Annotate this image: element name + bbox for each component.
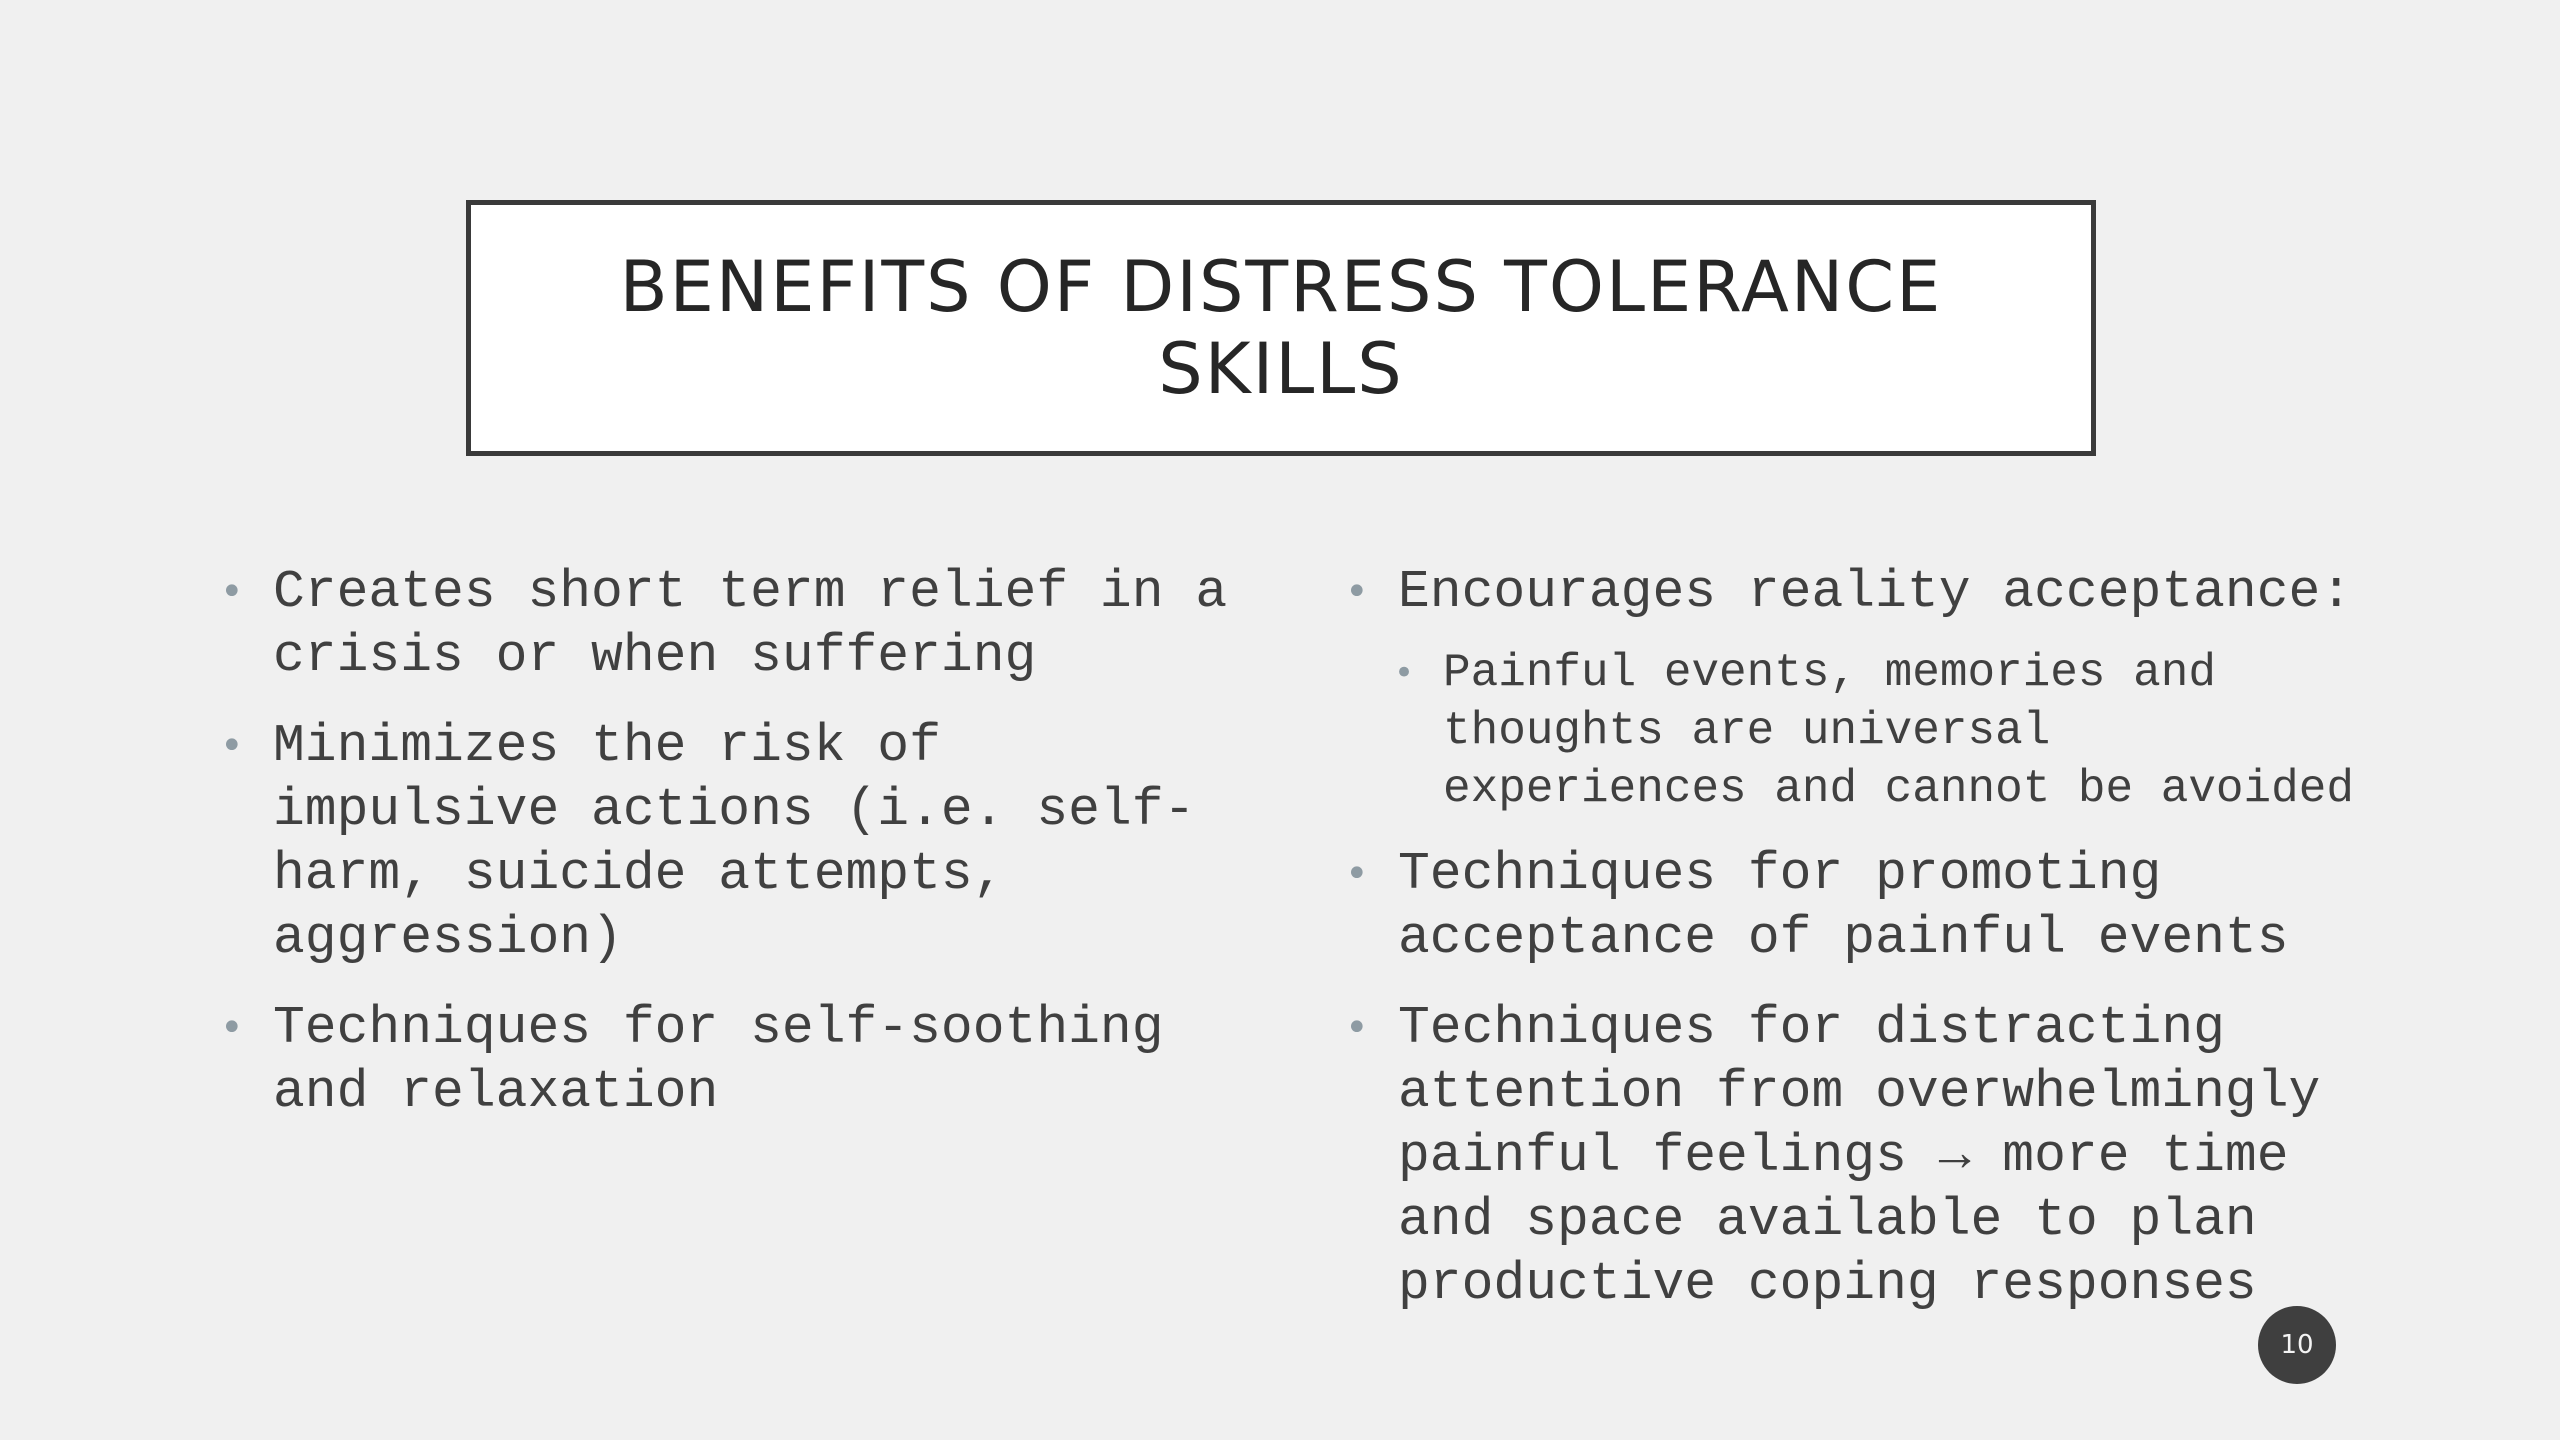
sub-list-item — [1394, 644, 2365, 818]
bullet-icon: • — [220, 1005, 244, 1051]
bullet-icon: • — [1394, 653, 1415, 693]
bullet-icon: • — [1345, 1005, 1369, 1051]
list-item — [220, 560, 1230, 688]
bullet-icon: • — [1345, 851, 1369, 897]
title-box — [466, 200, 2096, 456]
list-item — [1345, 560, 2365, 624]
bullet-text: Minimizes the risk of impulsive actions (i.e. self-harm, suicide attempts, aggression) — [273, 716, 1196, 968]
bullet-text: Techniques for distracting attention from overwhelmingly painful feelings → more time and space available to plan productive coping responses — [1398, 998, 2321, 1314]
left-column — [220, 560, 1230, 1150]
page-number: 10 — [2280, 1330, 2314, 1360]
list-item — [220, 996, 1230, 1124]
list-item — [220, 714, 1230, 970]
slide-title: BENEFITS OF DISTRESS TOLERANCE SKILLS — [619, 246, 1943, 410]
bullet-text: Painful events, memories and thoughts are universal experiences and cannot be avoided — [1443, 647, 2354, 815]
right-column — [1345, 560, 2365, 1342]
bullet-text: Creates short term relief in a crisis or when suffering — [273, 562, 1228, 686]
list-item — [1345, 996, 2365, 1316]
bullet-text: Techniques for promoting acceptance of painful events — [1398, 844, 2289, 968]
bullet-text: Techniques for self-soothing and relaxation — [273, 998, 1164, 1122]
page-number-badge — [2258, 1306, 2336, 1384]
list-item — [1345, 842, 2365, 970]
bullet-icon: • — [1345, 569, 1369, 615]
bullet-text: Encourages reality acceptance: — [1398, 562, 2353, 622]
bullet-icon: • — [220, 569, 244, 615]
bullet-icon: • — [220, 723, 244, 769]
